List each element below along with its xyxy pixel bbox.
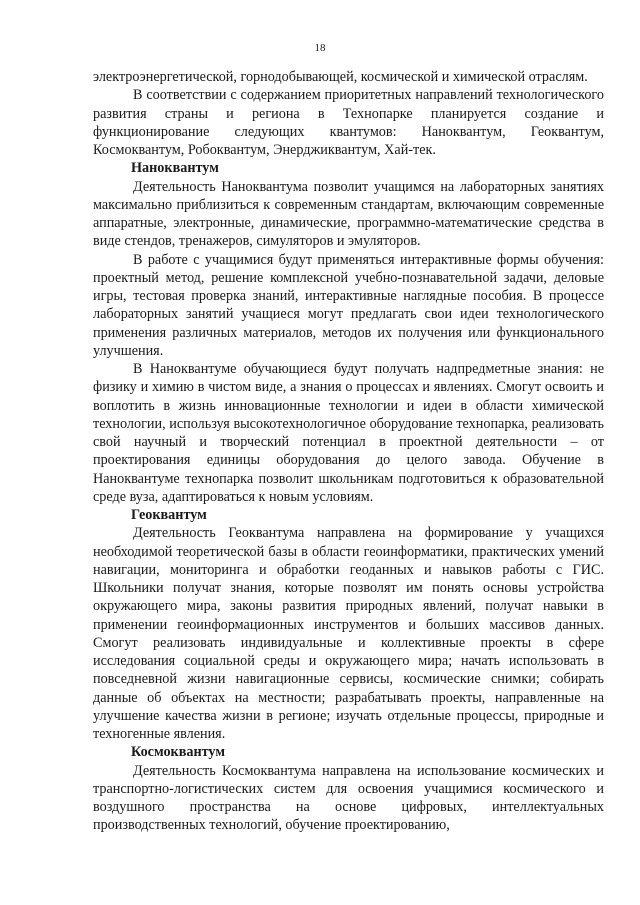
paragraph-cosmoquantum-activity: Деятельность Космоквантума направлена на использование космических и транспортно-логистических систем для освоения учащимися космического и воздушного пространства на основе цифровых, интеллектуальных производственных технологий, обучение проектированию, xyxy=(93,762,604,834)
heading-geoquantum: Геоквантум xyxy=(131,507,207,523)
heading-nanoquantum: Наноквантум xyxy=(131,160,219,177)
paragraph-nanoquantum-methods: В работе с учащимися будут применяться интерактивные формы обучения: проектный метод, решение комплексной учебно-познавательной задачи, деловые игры, тестовая проверка знаний, интерактивные наглядные пособия. В процессе лабораторных занятий учащиеся могут предлагать свои идеи технологического применения различных материалов, методов их получения или функционального улучшения. xyxy=(93,251,604,359)
page-body xyxy=(93,68,604,835)
paragraph-continuation: электроэнергетической, горнодобывающей, космической и химической отраслям. xyxy=(93,69,588,85)
paragraph-geoquantum-activity: Деятельность Геоквантума направлена на формирование у учащихся необходимой теоретической базы в области геоинформатики, практических умений навигации, мониторинга и обработки геоданных и навыков работы с ГИС. Школьники получат знания, которые позволят им понять основы устройства окружающего мира, законы развития природных явлений, получат навыки в применении геоинформационных инструментов и больших массивов данных. Смогут реализовать индивидуальные и коллективные проекты в сфере исследования социальной среды и окружающего мира; начать использовать в повседневной жизни навигационные сервисы, космические снимки; собирать данные об объектах на местности; разрабатывать проекты, направленные на улучшение качества жизни в регионе; изучать отдельные процессы, природные и техногенные явления. xyxy=(93,525,604,742)
paragraph-quantums-intro: В соответствии с содержанием приоритетных направлений технологического развития страны и региона в Технопарке планируется создание и функционирование следующих квантумов: Наноквантум, Геоквантум, Космоквантум, Робоквантум, Энерджиквантум, Хай-тек. xyxy=(93,87,604,158)
paragraph-nanoquantum-knowledge: В Наноквантуме обучающиеся будут получать надпредметные знания: не физику и химию в чистом виде, а знания о процессах и явлениях. Смогут освоить и воплотить в жизнь инновационные технологии и идеи в области химической технологии, используя высокотехнологичное оборудование технопарка, реализовать свой научный и творческий потенциал в проектной деятельности – от проектирования единицы оборудования до целого завода. Обучение в Наноквантуме технопарка позволит школьникам подготовиться к образовательной среде вуза, адаптироваться к новым условиям. xyxy=(93,361,604,505)
heading-cosmoquantum: Космоквантум xyxy=(131,744,225,761)
paragraph-nanoquantum-activity: Деятельность Наноквантума позволит учащимся на лабораторных занятиях максимально приблизиться к современным стандартам, включающим современные аппаратные, электронные, динамические, программно-математические средства в виде стендов, тренажеров, симуляторов и эмуляторов. xyxy=(93,178,604,250)
page-number: 18 xyxy=(314,42,326,54)
